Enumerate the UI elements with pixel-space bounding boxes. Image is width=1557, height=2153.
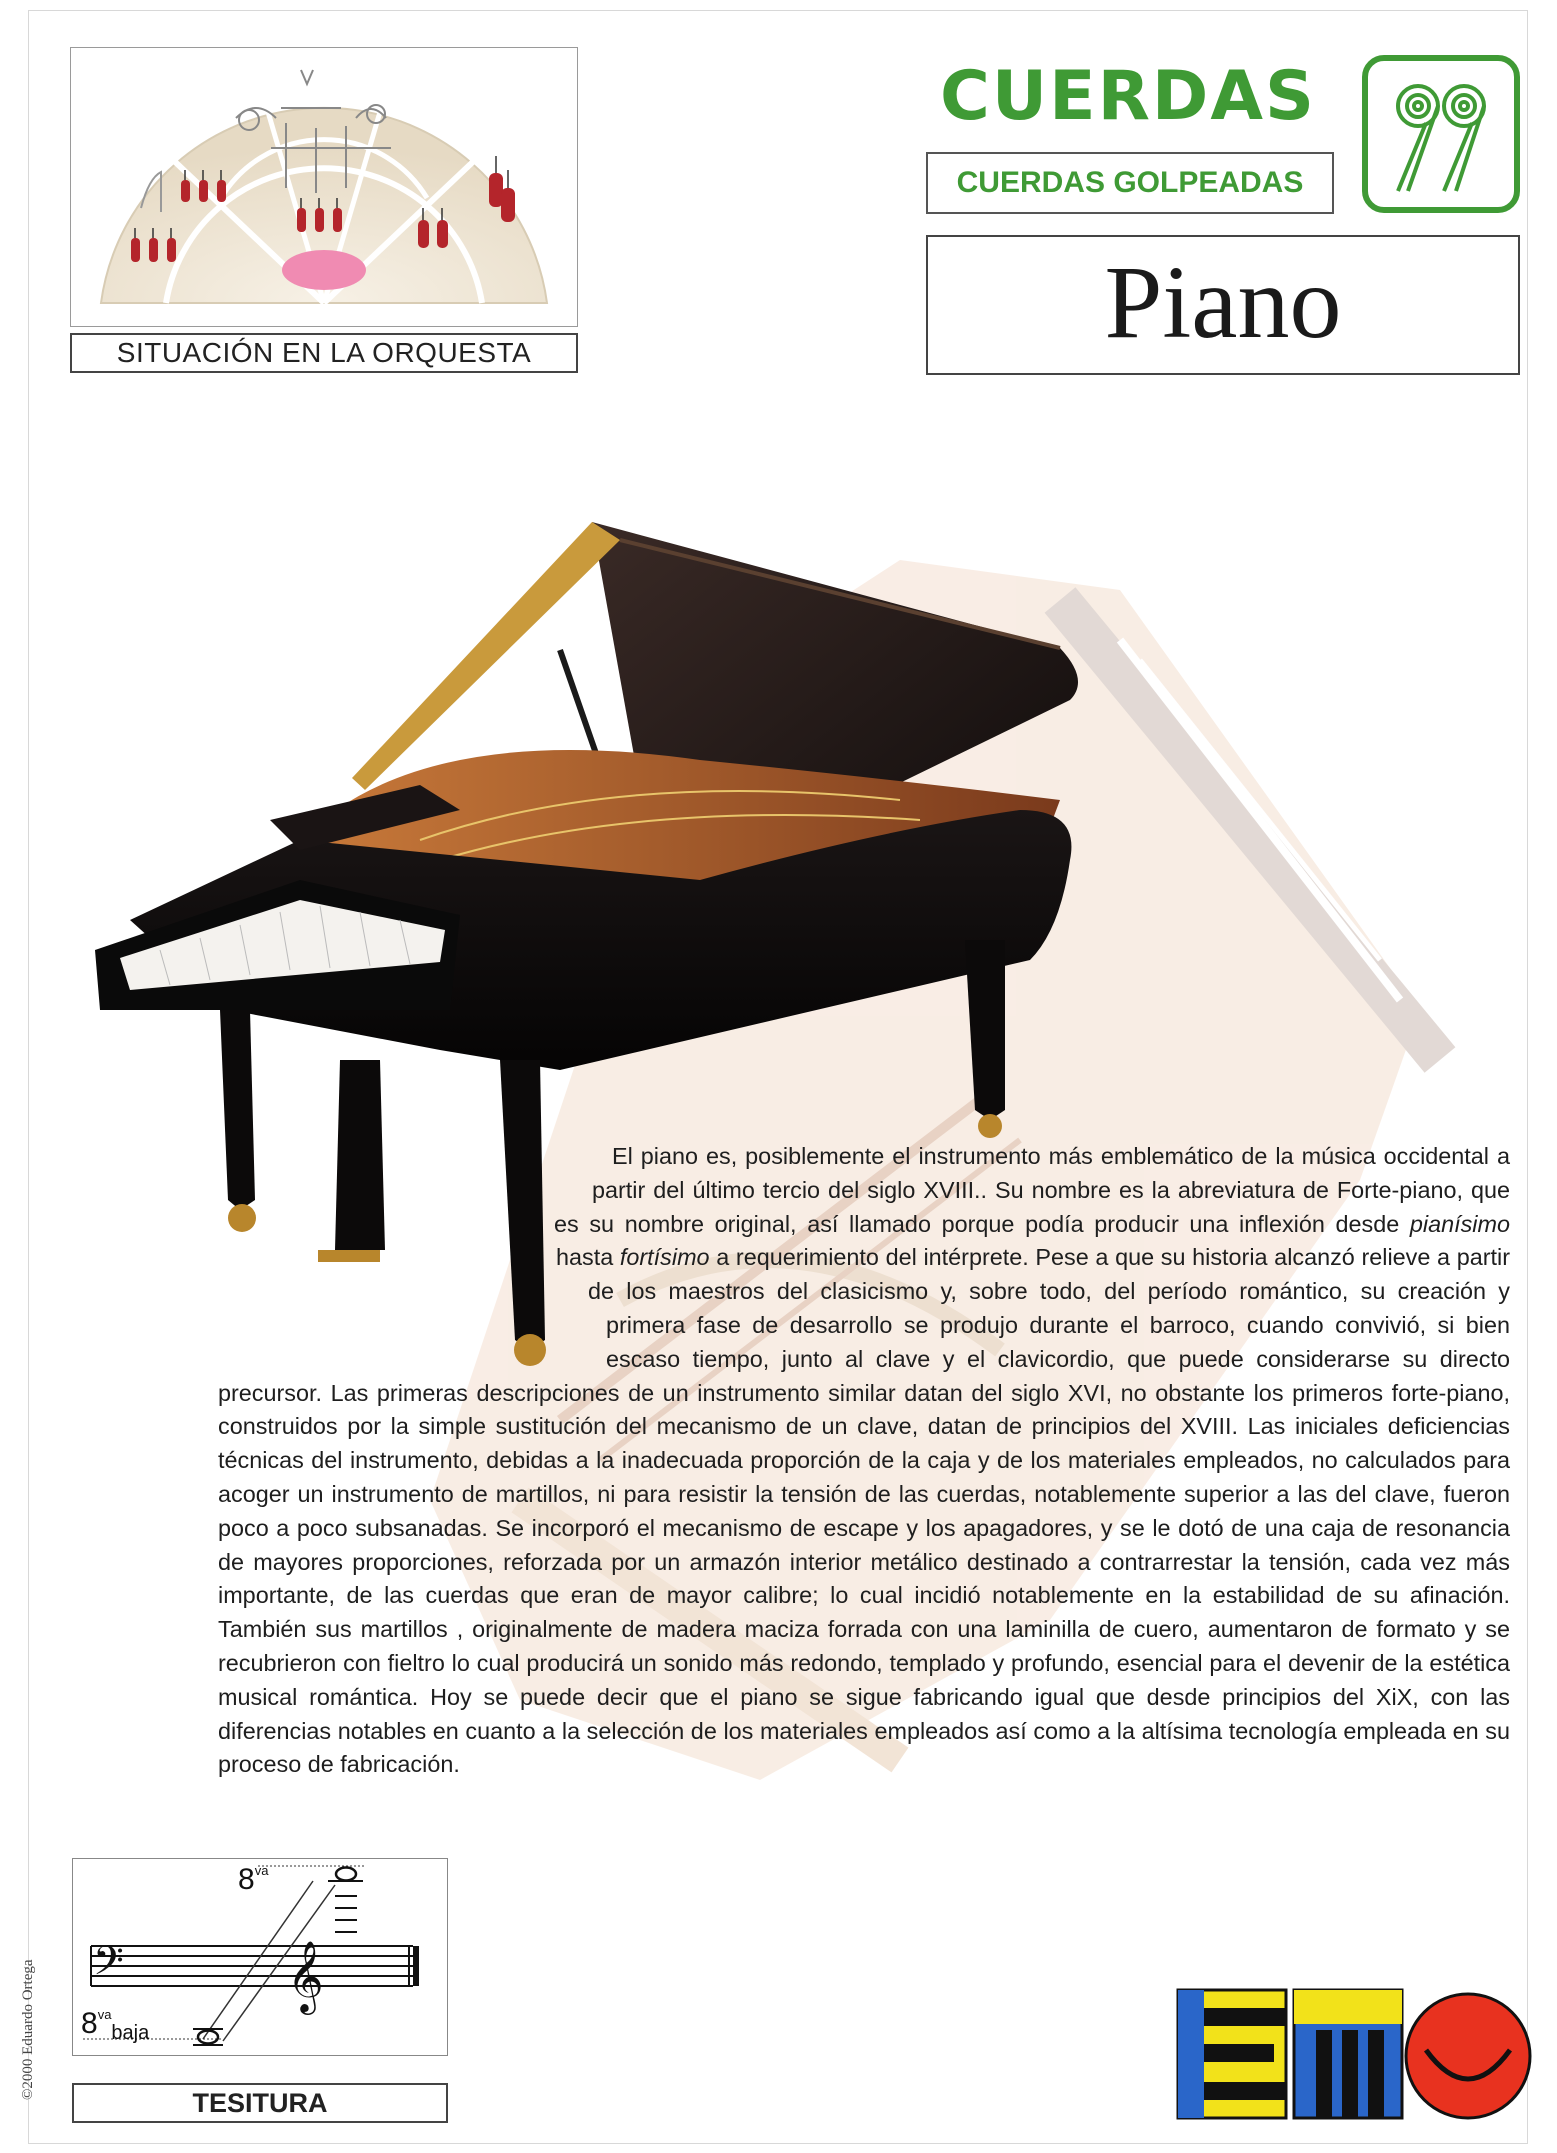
svg-text:8va [238, 1863, 269, 1896]
treble-clef-icon: 𝄞 [287, 1939, 324, 2012]
letter-m-icon [1294, 1990, 1402, 2118]
range-staff [72, 1858, 448, 2056]
letter-e-icon [1178, 1990, 1286, 2118]
instrument-name: Piano [926, 235, 1520, 375]
octave-down-number: 8 [81, 2007, 98, 2040]
description-text-part-3: a requerimiento del intérprete. Pese a que su historia alcanzó relieve a partir de los maestros del clasicismo y, sobre todo, del período romántico, su creación y primera fase de desarrollo se produjo durante el barroco, cuando convivió, si bien escaso tiempo, junto al clave y el clavicordio, que puede considerarse su directo precursor. Las primeras descripciones de un instrumento similar datan del siglo XVI, no obstante los primeros forte-piano, construidos por la simple sustitución del mecanismo de un clave, datan de principios del XVIII. Las iniciales deficiencias técnicas del instrumento, debidas a la inadecuada proporción de la caja y de los materiales empleados, no calculados para acoger un instrumento de martillos, ni para resistir la tensión de las cuerdas, notablemente superior a las del clave, fueron poco a poco subsanadas. Se incorporó el mecanismo de escape y los apagadores, y se le dotó de una caja de resonancia de mayores proporciones, reforzada por un armazón interior metálico destinado a contrarrestar la tensión, cada vez más importante, de las cuerdas que eran de mayor calibre; lo cual incidió notablemente en la estabilidad de su afinación. También sus martillos , originalmente de madera maciza forrada con una laminilla de cuero, aumentaron de formato y se recubrieron con fieltro lo cual producirá un sonido más redondo, templado y profundo, esencial para el devenir de la estética musical romántica. Hoy se puede decir que el piano se sigue fabricando igual que desde principios del XiX, con las diferencias notables en cuanto a la selección de los materiales empleados así como a la altísima tecnología empleada en su proceso de fabricación. [218, 1244, 1510, 1778]
svg-text:8vabaja [81, 2007, 150, 2044]
description-text-part-2: hasta [556, 1244, 620, 1271]
instrument-family-title: CUERDAS [940, 57, 1316, 136]
orchestra-position-label: SITUACIÓN EN LA ORQUESTA [70, 333, 578, 373]
instrument-subfamily: CUERDAS GOLPEADAS [926, 152, 1334, 214]
term-fortisimo: fortísimo [619, 1244, 710, 1271]
top-note [336, 1868, 356, 1881]
octave-up-number: 8 [238, 1863, 255, 1896]
term-pianisimo: pianísimo [1409, 1210, 1510, 1237]
range-notation [73, 1859, 447, 2055]
description-text-part-1: El piano es, posiblemente el instrumento más emblemático de la música occidental a partir del último tercio del siglo XVIII.. Su nombre es la abreviatura de Forte-piano, que es su nombre original, así llamado porque podía producir una inflexión desde [554, 1143, 1510, 1237]
instrument-description [218, 1140, 1510, 1782]
octave-up-superscript: va [254, 1863, 269, 1878]
octave-down-suffix: baja [111, 2022, 150, 2044]
bass-clef-icon: 𝄢 [93, 1938, 124, 1994]
smiley-o-icon [1406, 1994, 1530, 2118]
publisher-logo [1176, 1978, 1536, 2128]
range-label: TESITURA [72, 2083, 448, 2123]
octave-down-superscript: va [97, 2007, 112, 2022]
copyright-notice: ©2000 Eduardo Ortega [20, 1959, 36, 2100]
